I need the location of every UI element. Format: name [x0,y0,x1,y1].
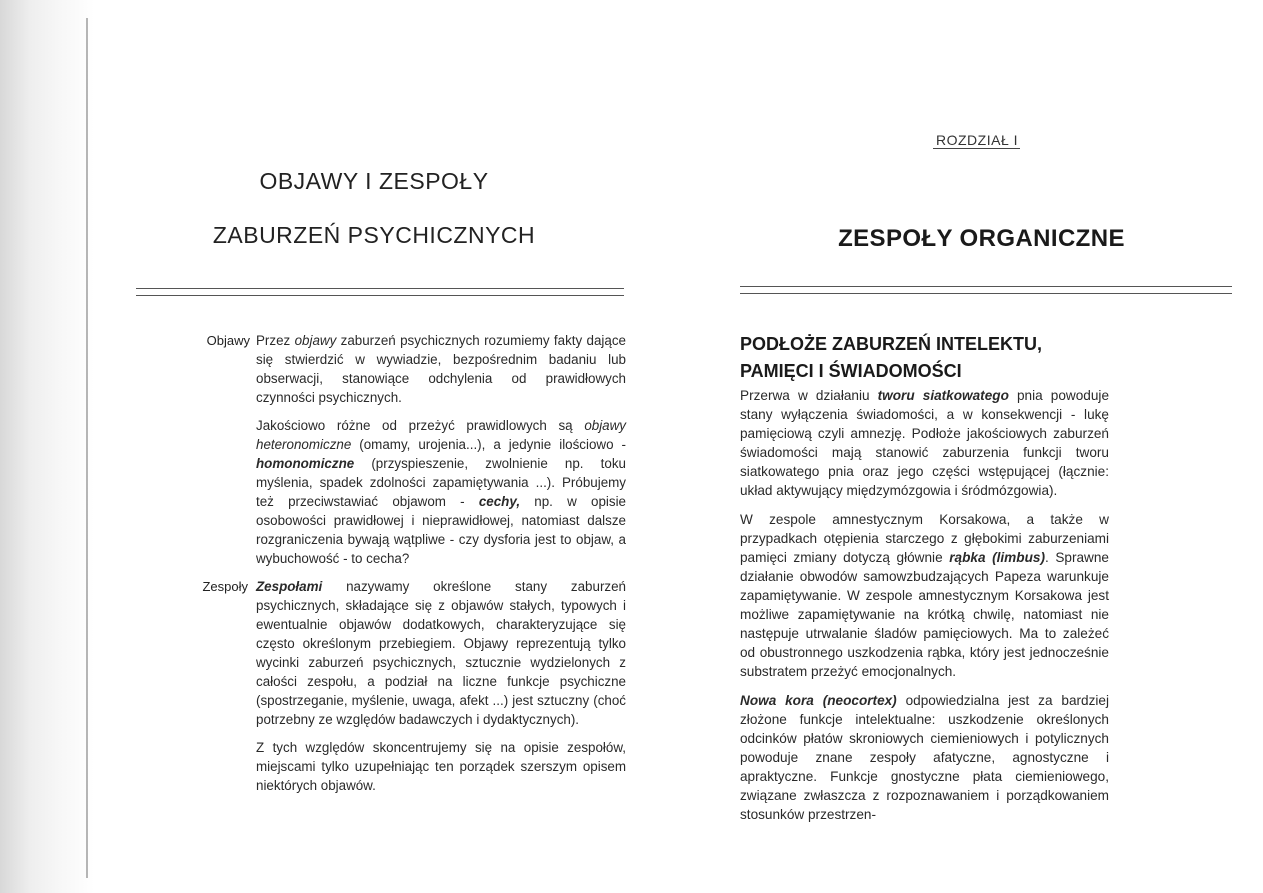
margin-label-zespoly: Zespoły [202,579,248,594]
emphasized-term: cechy, [478,494,521,509]
text-run: Przerwa w działaniu [740,388,878,403]
text-run: W zespole amnestycznym Korsakowa, a także w przypadkach otępienia starczego z głębokimi zaburzeniami pamięci zmiany dotyczą głównie [740,512,1109,565]
objawy-paragraph-1 [256,331,626,407]
emphasized-term: rąbka (limbus) [949,550,1045,565]
section-heading-line1: PODŁOŻE ZABURZEŃ INTELEKTU, [740,334,1042,354]
part-title-line2: ZABURZEŃ PSYCHICZNYCH [212,222,536,248]
emphasized-term: Nowa kora (neocortex) [740,693,897,708]
text-run: (przyspieszenie, zwolnienie np. toku myślenia, spadek zdolności zapamiętywania ...). Próbujemy też przeciwstawiać objawom - [256,456,626,509]
text-run: Z tych względów skoncentrujemy się na opisie zespołów, miejscami tylko uzupełniając ten porządek szerszym opisem niektórych objawów. [256,740,626,793]
text-run: zaburzeń psychicznych rozumiemy fakty dające się stwierdzić w wywiadzie, bezpośrednim badaniu lub obserwacji, stanowiące odchylenia od prawidłowych czynności psychicznych. [256,333,626,405]
section-heading [740,331,1140,385]
text-run: np. w opisie osobowości prawidłowej i nieprawidłowej, natomiast dalsze rozgraniczenia bywają wątpliwe - czy dysforia jest to objaw, a wybuchowość - to cecha? [256,494,626,566]
emphasized-term: Zespołami [256,579,323,594]
emphasized-term: objawy [294,333,337,348]
text-run: Przez [256,333,295,348]
title-divider [136,288,624,296]
emphasized-term: homonomiczne [256,456,355,471]
left-page [94,0,654,893]
organic-syndromes-body [740,386,1109,834]
margin-label-objawy: Objawy [206,333,250,348]
text-run: . Sprawne działanie obwodów samowzbudzających Papeza warunkuje zapamiętywanie. W zespole amnestycznym Korsakowa jest możliwe zapamiętywanie na krótką chwilę, natomiast nie następuje utrwalanie śladów pamięciowych. Ma to zależeć od obustronnego uszkodzenia rąbka, który jest jednocześnie substratem przeżyć emocjonalnych. [740,550,1109,679]
zespoly-section [256,577,626,804]
chapter-title: ZESPOŁY ORGANICZNE [838,225,1125,252]
text-run: Jakościowo różne od przeżyć prawidlowych są [256,418,585,433]
text-run: nazywamy określone stany zaburzeń psychicznych, składające się z objawów stałych, typowych i ewentualnie objawów dodatkowych, charakteryzujące się często określonym przebiegiem. Objawy reprezentują tylko wycinki zaburzeń psychicznych, sztucznie wydzielonych z całości zespołu, a podział na liczne funkcje psychiczne (spostrzeganie, myślenie, uwaga, afekt ...) jest sztuczny (choć potrzebny ze względów badawczych i dydaktycznych). [256,579,626,727]
text-run: odpowiedzialna jest za bardziej złożone funkcje intelektualne: uszkodzenie określonych odcinków płatów skroniowych ciemieniowych i potylicznych powoduje znane zespoły afatyczne, agnostyczne i apraktyczne. Funkcje gnostyczne płata ciemieniowego, związane zwłaszcza z rozpoznawaniem i porządkowaniem stosunków przestrzen- [740,693,1109,822]
text-run: pnia powoduje stany wyłączenia świadomości, a w konsekwencji - lukę pamięciową czyli amnezję. Podłoże jakościowych zaburzeń świadomości mają stanowić zaburzenia funkcji tworu siatkowatego pnia oraz jego części wstępującej (łącznie: układ aktywujący międzymózgowia i śródmózgowia). [740,388,1110,498]
zespoly-paragraph-2 [256,738,626,795]
part-title-line1: OBJAWY I ZESPOŁY [259,168,489,194]
page-spine-edge [86,18,88,878]
body-paragraph-3 [740,691,1109,824]
objawy-section [256,331,626,577]
emphasized-term: objawy heteronomiczne [256,418,626,452]
body-paragraph-2 [740,510,1109,681]
zespoly-paragraph-1 [256,577,626,729]
chapter-label: ROZDZIAŁ I [933,132,1020,149]
section-heading-line2: PAMIĘCI I ŚWIADOMOŚCI [740,361,962,381]
page-spine-shadow [0,0,94,893]
text-run: (omamy, urojenia...), a jedynie ilościowo - [351,437,626,452]
chapter-divider [740,286,1232,294]
body-paragraph-1 [740,386,1109,500]
objawy-paragraph-2 [256,416,626,568]
right-page [700,0,1263,893]
emphasized-term: tworu siatkowatego [877,388,1009,403]
